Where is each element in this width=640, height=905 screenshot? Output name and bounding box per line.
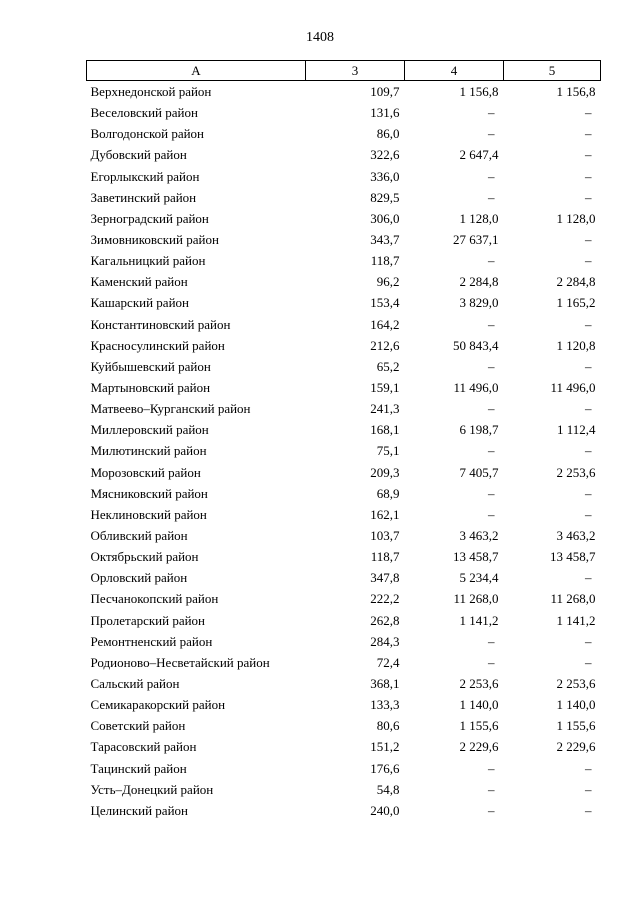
district-name-cell: Матвеево–Курганский район (90, 401, 251, 417)
column-4-value-cell: – (488, 358, 495, 374)
column-3-value-cell: 118,7 (370, 549, 400, 565)
column-3-value-cell: 209,3 (370, 464, 400, 480)
table-row (87, 187, 601, 208)
column-5-value-cell: 1 156,8 (556, 84, 596, 100)
budget-table-container (86, 60, 600, 821)
table-row (87, 800, 601, 821)
column-4-value-cell: 1 155,6 (459, 718, 499, 734)
table-row (87, 123, 601, 144)
table-header (87, 61, 601, 81)
column-3-value-cell: 86,0 (376, 126, 400, 142)
column-5-value-cell: – (585, 168, 592, 184)
column-3-value-cell: 262,8 (370, 612, 400, 628)
column-3-value-cell: 829,5 (370, 189, 400, 205)
district-name-cell: Веселовский район (90, 105, 198, 121)
table-row (87, 610, 601, 631)
column-3-value-cell: 240,0 (370, 802, 400, 818)
table-row (87, 144, 601, 165)
column-5-value-cell: 1 112,4 (556, 422, 596, 438)
district-name-cell: Куйбышевский район (90, 358, 211, 374)
column-4-value-cell: 7 405,7 (459, 464, 499, 480)
table-row (87, 166, 601, 187)
column-4-value-cell: 2 284,8 (459, 274, 499, 290)
column-3-value-cell: 343,7 (370, 232, 400, 248)
column-3-value-cell: 159,1 (370, 380, 400, 396)
column-4-value-cell: – (488, 485, 495, 501)
district-name-cell: Пролетарский район (90, 612, 206, 628)
budget-table (86, 60, 601, 821)
table-row (87, 419, 601, 440)
column-3-value-cell: 176,6 (370, 760, 400, 776)
table-row (87, 356, 601, 377)
column-3-value-cell: 241,3 (370, 401, 400, 417)
column-3-value-cell: 54,8 (376, 781, 400, 797)
table-row (87, 271, 601, 292)
column-5-value-cell: 1 141,2 (556, 612, 596, 628)
district-name-cell: Тарасовский район (90, 739, 197, 755)
column-3-value-cell: 75,1 (376, 443, 400, 459)
column-4-value-cell: 2 253,6 (459, 676, 499, 691)
district-name-cell: Мартыновский район (90, 380, 211, 396)
column-5-value-cell: 1 155,6 (556, 718, 596, 734)
column-5-value-cell: – (585, 570, 592, 586)
column-4-value-cell: – (488, 105, 495, 121)
column-3-value-cell: 168,1 (370, 422, 400, 438)
column-3-value-cell: 131,6 (370, 105, 400, 121)
column-5-value-cell: 2 229,6 (556, 739, 596, 755)
column-4-value-cell: 3 463,2 (459, 528, 499, 544)
column-4-value-cell: 27 637,1 (453, 232, 499, 248)
table-row (87, 694, 601, 715)
column-3-value-cell: 151,2 (370, 739, 400, 755)
column-4-value-cell: – (488, 443, 495, 459)
column-header-5: 5 (504, 61, 601, 81)
column-4-value-cell: 11 496,0 (453, 380, 499, 396)
table-row (87, 440, 601, 461)
page-number: 1408 (306, 30, 334, 45)
column-3-value-cell: 306,0 (370, 210, 400, 226)
column-3-value-cell: 162,1 (370, 506, 400, 522)
column-4-value-cell: – (488, 316, 495, 332)
column-4-value-cell: 6 198,7 (459, 422, 499, 438)
column-4-value-cell: – (488, 654, 495, 670)
column-3-value-cell: 284,3 (370, 633, 400, 649)
column-4-value-cell: – (488, 506, 495, 522)
column-5-value-cell: – (585, 232, 592, 248)
table-row (87, 631, 601, 652)
column-5-value-cell: – (585, 358, 592, 374)
column-3-value-cell: 68,9 (376, 485, 400, 501)
column-3-value-cell: 72,4 (376, 654, 400, 670)
table-row (87, 314, 601, 335)
column-5-value-cell: – (585, 485, 592, 501)
table-row (87, 758, 601, 779)
column-4-value-cell: 2 647,4 (459, 147, 499, 163)
column-3-value-cell: 96,2 (376, 274, 400, 290)
column-5-value-cell: 2 284,8 (556, 274, 596, 290)
column-3-value-cell: 336,0 (370, 168, 400, 184)
column-5-value-cell: – (585, 633, 592, 649)
table-row (87, 567, 601, 588)
column-4-value-cell: 1 128,0 (459, 210, 499, 226)
district-name-cell: Красносулинский район (90, 337, 225, 353)
table-row (87, 652, 601, 673)
table-row (87, 398, 601, 419)
column-5-value-cell: 3 463,2 (556, 528, 596, 544)
column-4-value-cell: – (488, 189, 495, 205)
table-row (87, 292, 601, 313)
column-4-value-cell: 1 140,0 (459, 697, 499, 713)
column-4-value-cell: – (488, 633, 495, 649)
district-name-cell: Волгодонской район (90, 126, 205, 142)
table-row (87, 673, 601, 694)
column-4-value-cell: 3 829,0 (459, 295, 499, 311)
column-5-value-cell: 13 458,7 (550, 549, 596, 565)
table-row (87, 504, 601, 525)
column-3-value-cell: 212,6 (370, 337, 400, 353)
column-5-value-cell: 1 128,0 (556, 210, 596, 226)
column-4-value-cell: 1 156,8 (459, 84, 499, 100)
district-name-cell: Верхнедонской район (90, 84, 212, 100)
district-name-cell: Целинский район (90, 802, 188, 818)
column-5-value-cell: – (585, 253, 592, 269)
column-4-value-cell: – (488, 253, 495, 269)
column-5-value-cell: – (585, 443, 592, 459)
column-header-a: А (87, 61, 306, 81)
column-5-value-cell: – (585, 802, 592, 818)
column-5-value-cell: – (585, 316, 592, 332)
column-4-value-cell: – (488, 760, 495, 776)
district-name-cell: Милютинский район (90, 443, 207, 459)
district-name-cell: Октябрьский район (90, 549, 199, 565)
column-5-value-cell: – (585, 105, 592, 121)
district-name-cell: Тацинский район (90, 760, 187, 776)
column-3-value-cell: 109,7 (370, 84, 400, 100)
district-name-cell: Дубовский район (90, 147, 187, 163)
column-header-3: 3 (306, 61, 405, 81)
column-3-value-cell: 322,6 (370, 147, 400, 163)
district-name-cell: Родионово–Несветайский район (90, 654, 270, 670)
column-3-value-cell: 347,8 (370, 570, 400, 586)
column-5-value-cell: 11 496,0 (550, 380, 596, 396)
table-row (87, 588, 601, 609)
column-3-value-cell: 118,7 (370, 253, 400, 269)
column-3-value-cell: 65,2 (376, 358, 400, 374)
column-5-value-cell: – (585, 760, 592, 776)
table-row (87, 715, 601, 736)
column-3-value-cell: 103,7 (370, 528, 400, 544)
column-5-value-cell: 11 268,0 (550, 591, 596, 607)
district-name-cell: Обливский район (90, 528, 188, 544)
table-row (87, 736, 601, 757)
district-name-cell: Заветинский район (90, 189, 197, 205)
column-4-value-cell: 13 458,7 (453, 549, 499, 565)
column-5-value-cell: – (585, 401, 592, 417)
column-4-value-cell: – (488, 781, 495, 797)
column-5-value-cell: – (585, 189, 592, 205)
table-row (87, 779, 601, 800)
table-row (87, 81, 601, 103)
district-name-cell: Каменский район (90, 274, 188, 290)
column-5-value-cell: 1 165,2 (556, 295, 596, 311)
table-row (87, 483, 601, 504)
column-header-4: 4 (405, 61, 504, 81)
table-row (87, 377, 601, 398)
table-row (87, 335, 601, 356)
column-4-value-cell: – (488, 802, 495, 818)
table-row (87, 462, 601, 483)
table-header-row (87, 61, 601, 81)
district-name-cell: Егорлыкский район (90, 168, 200, 184)
column-5-value-cell: – (585, 126, 592, 142)
column-5-value-cell: – (585, 147, 592, 163)
column-4-value-cell: 50 843,4 (453, 337, 499, 353)
district-name-cell: Усть–Донецкий район (90, 781, 214, 797)
district-name-cell: Кагальницкий район (90, 253, 206, 269)
table-row (87, 250, 601, 271)
district-name-cell: Семикаракорский район (90, 697, 226, 713)
district-name-cell: Советский район (90, 718, 186, 734)
column-4-value-cell: – (488, 168, 495, 184)
column-3-value-cell: 153,4 (370, 295, 400, 311)
column-3-value-cell: 133,3 (370, 697, 400, 713)
column-3-value-cell: 222,2 (370, 591, 400, 607)
column-4-value-cell: – (488, 126, 495, 142)
district-name-cell: Константиновский район (90, 316, 231, 332)
column-3-value-cell: 164,2 (370, 316, 400, 332)
table-row (87, 102, 601, 123)
table-row (87, 208, 601, 229)
column-4-value-cell: 1 141,2 (459, 612, 499, 628)
district-name-cell: Зимовниковский район (90, 232, 219, 248)
table-body (87, 81, 601, 821)
district-name-cell: Морозовский район (90, 464, 201, 480)
column-4-value-cell: – (488, 401, 495, 417)
district-name-cell: Песчанокопский район (90, 591, 219, 607)
column-5-value-cell: – (585, 654, 592, 670)
district-name-cell: Кашарский район (90, 295, 189, 311)
column-5-value-cell: – (585, 506, 592, 522)
column-5-value-cell: 2 253,6 (556, 676, 596, 691)
district-name-cell: Неклиновский район (90, 506, 207, 522)
column-4-value-cell: 5 234,4 (459, 570, 499, 586)
table-row (87, 525, 601, 546)
column-3-value-cell: 80,6 (376, 718, 400, 734)
district-name-cell: Орловский район (90, 570, 188, 586)
district-name-cell: Мясниковский район (90, 485, 208, 501)
column-4-value-cell: 2 229,6 (459, 739, 499, 755)
district-name-cell: Сальский район (90, 676, 180, 691)
column-5-value-cell: – (585, 781, 592, 797)
district-name-cell: Зерноградский район (90, 210, 209, 226)
district-name-cell: Ремонтненский район (90, 633, 213, 649)
column-3-value-cell: 368,1 (370, 676, 400, 691)
table-row (87, 229, 601, 250)
column-5-value-cell: 1 140,0 (556, 697, 596, 713)
column-4-value-cell: 11 268,0 (453, 591, 499, 607)
table-row (87, 546, 601, 567)
district-name-cell: Миллеровский район (90, 422, 209, 438)
column-5-value-cell: 1 120,8 (556, 337, 596, 353)
column-5-value-cell: 2 253,6 (556, 464, 596, 480)
